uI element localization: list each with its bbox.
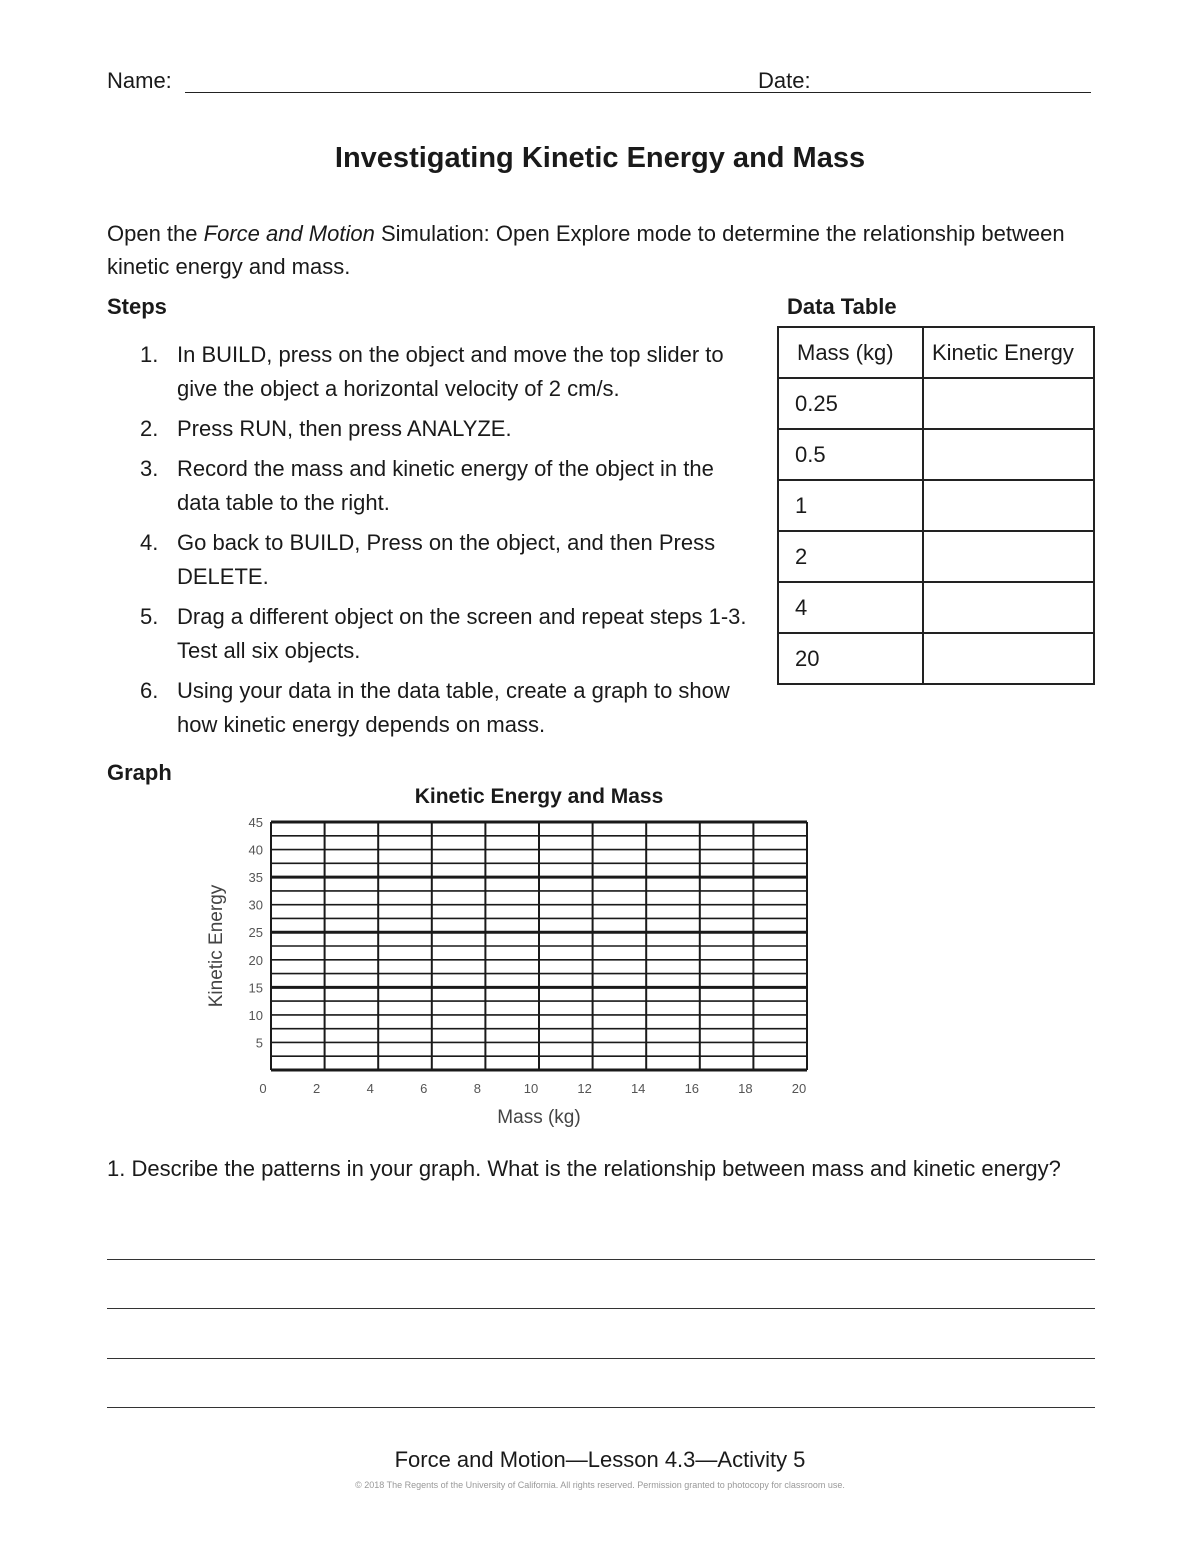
step-text: In BUILD, press on the object and move the top slider to give the object a horizontal velocity of 2 cm/s.: [177, 342, 724, 401]
page-title: Investigating Kinetic Energy and Mass: [334, 142, 866, 174]
mass-cell: 2: [778, 531, 923, 582]
x-tick-label: 10: [523, 1081, 539, 1096]
kinetic-energy-cell[interactable]: [923, 531, 1094, 582]
answer-line[interactable]: [107, 1407, 1095, 1408]
data-table-header-row: [778, 327, 1094, 378]
mass-cell: 4: [778, 582, 923, 633]
y-tick-label: 20: [248, 952, 263, 968]
table-row: [778, 633, 1094, 684]
table-row: [778, 429, 1094, 480]
y-tick-label: 5: [255, 1035, 263, 1051]
column-header-kinetic-energy: Kinetic Energy: [923, 327, 1094, 378]
intro-paragraph: [107, 217, 1087, 283]
step-number: 6.: [140, 678, 159, 703]
chart-grid: [271, 822, 807, 1070]
step-text: Go back to BUILD, Press on the object, and then Press DELETE.: [177, 530, 716, 589]
step-item: [140, 412, 750, 446]
x-tick-label: 18: [738, 1081, 753, 1096]
y-axis-label: Kinetic Energy: [206, 884, 227, 1008]
y-tick-label: 40: [248, 842, 263, 858]
step-item: [140, 452, 750, 520]
name-field[interactable]: [185, 92, 843, 93]
mass-cell: 0.25: [778, 378, 923, 429]
step-number: 3.: [140, 456, 159, 481]
step-number: 2.: [140, 416, 159, 441]
kinetic-energy-cell[interactable]: [923, 429, 1094, 480]
column-header-mass: Mass (kg): [778, 327, 923, 378]
intro-text-before: Open the: [107, 221, 204, 246]
y-tick-label: 45: [248, 815, 263, 830]
step-number: 4.: [140, 530, 159, 555]
footer-lesson-label: Force and Motion—Lesson 4.3—Activity 5: [394, 1447, 806, 1472]
step-text: Press RUN, then press ANALYZE.: [177, 416, 512, 441]
mass-cell: 0.5: [778, 429, 923, 480]
x-tick-label: 14: [630, 1081, 646, 1096]
x-tick-label: 6: [420, 1081, 428, 1096]
date-field[interactable]: [819, 92, 1091, 93]
question-1: 1. Describe the patterns in your graph. What is the relationship between mass and kinetic energy?: [107, 1156, 1061, 1181]
steps-heading: Steps: [107, 294, 167, 319]
y-tick-label: 15: [248, 980, 263, 996]
answer-line[interactable]: [107, 1358, 1095, 1359]
y-tick-label: 35: [248, 870, 263, 886]
copyright-notice: © 2018 The Regents of the University of California. All rights reserved. Permission granted to photocopy for classroom use.: [355, 1480, 845, 1490]
kinetic-energy-cell[interactable]: [923, 378, 1094, 429]
step-item: [140, 526, 750, 594]
y-tick-label: 10: [248, 1007, 263, 1023]
name-date-row: [107, 64, 1092, 98]
x-tick-label: 12: [577, 1081, 592, 1096]
step-item: [140, 674, 750, 742]
graph-heading: Graph: [107, 760, 172, 785]
data-table-heading: Data Table: [787, 294, 897, 319]
table-row: [778, 531, 1094, 582]
step-text: Using your data in the data table, create a graph to show how kinetic energy depends on mass.: [177, 678, 730, 737]
x-tick-label: 4: [366, 1081, 374, 1096]
x-tick-labels: [259, 1081, 806, 1096]
data-table: [777, 326, 1095, 685]
name-label: Name:: [107, 68, 172, 93]
steps-list: [140, 338, 750, 748]
table-row: [778, 480, 1094, 531]
kinetic-energy-cell[interactable]: [923, 480, 1094, 531]
intro-text-after: Simulation: Open Explore mode to determine the relationship between kinetic energy and mass.: [107, 221, 1065, 279]
x-tick-label: 0: [259, 1081, 267, 1096]
y-tick-label: 25: [248, 925, 263, 941]
answer-line[interactable]: [107, 1308, 1095, 1309]
x-axis-label: Mass (kg): [497, 1107, 581, 1128]
mass-cell: 1: [778, 480, 923, 531]
x-tick-label: 2: [312, 1081, 321, 1096]
table-row: [778, 378, 1094, 429]
intro-simulation-name: Force and Motion: [203, 221, 375, 246]
kinetic-energy-cell[interactable]: [923, 633, 1094, 684]
answer-line[interactable]: [107, 1259, 1095, 1260]
step-number: 5.: [140, 604, 159, 629]
kinetic-energy-mass-chart[interactable]: [180, 775, 840, 1135]
step-item: [140, 600, 750, 668]
kinetic-energy-cell[interactable]: [923, 582, 1094, 633]
y-tick-labels: [249, 815, 263, 1050]
x-tick-label: 20: [791, 1081, 807, 1096]
date-label: Date:: [758, 68, 811, 93]
mass-cell: 20: [778, 633, 923, 684]
table-row: [778, 582, 1094, 633]
step-text: Record the mass and kinetic energy of the object in the data table to the right.: [177, 456, 714, 515]
x-tick-label: 16: [684, 1081, 700, 1096]
x-tick-label: 8: [473, 1081, 482, 1096]
step-text: Drag a different object on the screen and repeat steps 1-3. Test all six objects.: [177, 604, 747, 663]
step-item: [140, 338, 750, 406]
step-number: 1.: [140, 342, 159, 367]
y-tick-label: 30: [248, 897, 263, 913]
chart-title: Kinetic Energy and Mass: [414, 785, 664, 808]
